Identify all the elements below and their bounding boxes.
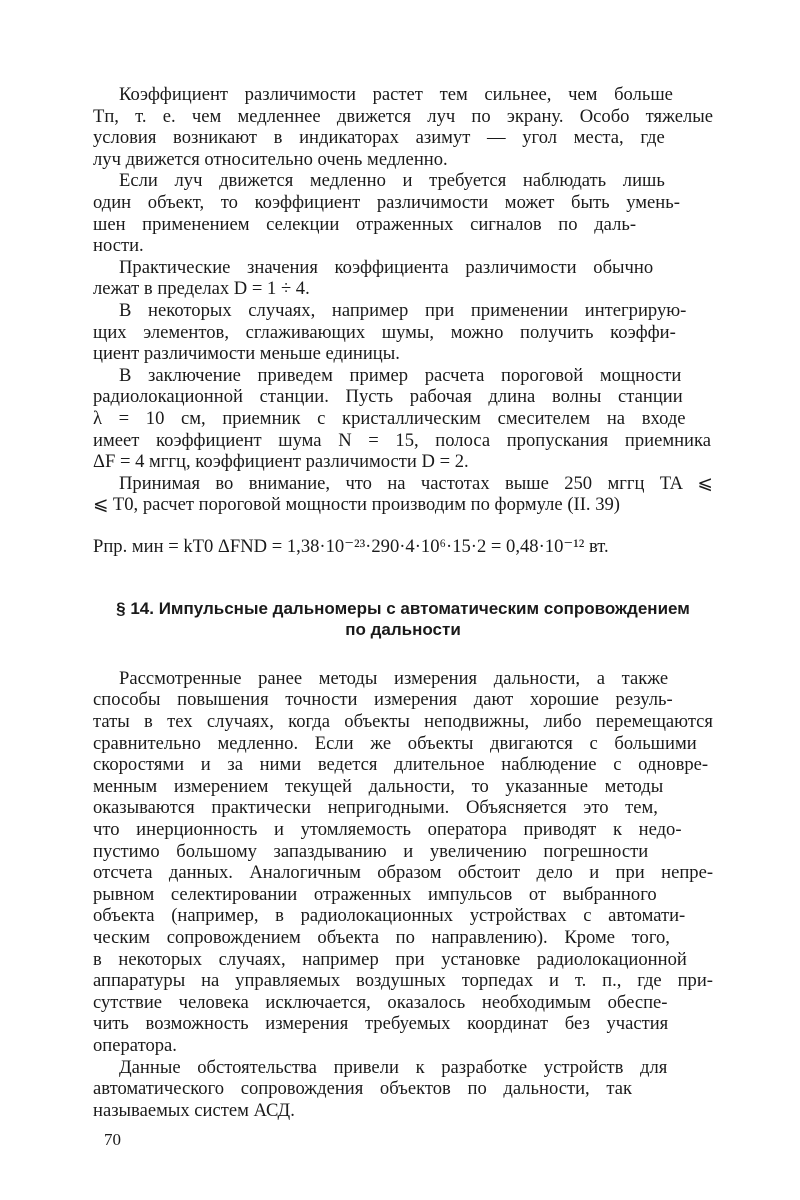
text-line bbox=[93, 451, 713, 473]
paragraph bbox=[93, 473, 713, 516]
text-line-content: один объект, то коэффициент различимости может быть умень- bbox=[93, 191, 680, 213]
text-line-content: ⩽ T0, расчет пороговой мощности производим по формуле (II. 39) bbox=[93, 494, 620, 516]
text-line-content: Рассмотренные ранее методы измерения дальности, а также bbox=[119, 667, 669, 689]
section-heading-line-2-text: по дальности bbox=[345, 619, 461, 639]
text-line bbox=[93, 776, 713, 798]
text-line-content: луч движется относительно очень медленно. bbox=[93, 148, 448, 170]
text-line bbox=[93, 235, 713, 257]
text-line-content: Tп, т. е. чем медленнее движется луч по экрану. Особо тяжелые bbox=[93, 105, 713, 127]
text-line-content: аппаратуры на управляемых воздушных торпедах и т. п., где при- bbox=[93, 970, 713, 992]
text-line bbox=[93, 949, 713, 971]
text-line-content: автоматического сопровождения объектов по дальности, так bbox=[93, 1078, 632, 1100]
paragraph bbox=[93, 84, 713, 170]
text-line bbox=[93, 127, 713, 149]
text-line-content: называемых систем АСД. bbox=[93, 1099, 295, 1121]
text-line bbox=[93, 1100, 713, 1122]
text-line-content: сутствие человека исключается, оказалось необходимым обеспе- bbox=[93, 991, 668, 1013]
text-line bbox=[93, 278, 713, 300]
text-line bbox=[93, 1013, 713, 1035]
text-top bbox=[93, 84, 713, 516]
text-line bbox=[93, 322, 713, 344]
text-line-content: λ = 10 см, приемник с кристаллическим смесителем на входе bbox=[93, 407, 686, 429]
text-line-content: Коэффициент различимости растет тем сильнее, чем больше bbox=[119, 84, 673, 105]
text-line bbox=[93, 733, 713, 755]
text-line bbox=[93, 754, 713, 776]
text-line bbox=[93, 494, 713, 516]
text-line-content: циент различимости меньше единицы. bbox=[93, 343, 400, 365]
text-line-content: ности. bbox=[93, 235, 144, 257]
text-line-content: оказываются практически непригодными. Объясняется это тем, bbox=[93, 797, 658, 819]
page-body bbox=[93, 0, 713, 1151]
text-line-content: пустимо большому запаздыванию и увеличению погрешности bbox=[93, 840, 649, 862]
text-line bbox=[93, 170, 713, 192]
text-line-content: менным измерением текущей дальности, то указанные методы bbox=[93, 775, 664, 797]
text-line bbox=[93, 214, 713, 236]
text-line-content: ΔF = 4 мггц, коэффициент различимости D = 2. bbox=[93, 451, 469, 473]
text-line bbox=[93, 473, 713, 495]
text-line bbox=[93, 1035, 713, 1057]
threshold-power-formula bbox=[93, 532, 713, 562]
text-line bbox=[93, 884, 713, 906]
text-line-content: В заключение приведем пример расчета пороговой мощности bbox=[119, 364, 682, 386]
text-line bbox=[93, 365, 713, 387]
text-line bbox=[93, 862, 713, 884]
text-line bbox=[93, 927, 713, 949]
text-line-content: объекта (например, в радиолокационных устройствах с автомати- bbox=[93, 905, 686, 927]
text-line bbox=[93, 343, 713, 365]
formula-text: Pпр. мин = kT0 ΔFND = 1,38·10⁻²³·290·4·10⁶·15·2 = 0,48·10⁻¹² вт. bbox=[93, 535, 609, 557]
text-line-content: сравнительно медленно. Если же объекты двигаются с большими bbox=[93, 732, 697, 754]
paragraph bbox=[93, 668, 713, 1057]
text-line bbox=[93, 106, 713, 128]
section-heading-line-2 bbox=[93, 619, 713, 640]
text-line-content: таты в тех случаях, когда объекты неподвижны, либо перемещаются bbox=[93, 711, 713, 733]
section-heading-line-1 bbox=[93, 598, 713, 619]
text-line bbox=[93, 84, 713, 106]
text-line-content: рывном селектировании отраженных импульсов от выбранного bbox=[93, 883, 657, 905]
text-line-content: шен применением селекции отраженных сигналов по даль- bbox=[93, 213, 637, 235]
text-line bbox=[93, 841, 713, 863]
text-line bbox=[93, 300, 713, 322]
text-line-content: имеет коэффициент шума N = 15, полоса пропускания приемника bbox=[93, 429, 712, 451]
text-line-content: способы повышения точности измерения дают хорошие резуль- bbox=[93, 689, 673, 711]
text-bottom bbox=[93, 668, 713, 1121]
text-line-content: отсчета данных. Аналогичным образом обстоит дело и при непре- bbox=[93, 862, 713, 884]
text-line bbox=[93, 430, 713, 452]
text-line-content: в некоторых случаях, например при установке радиолокационной bbox=[93, 948, 687, 970]
text-line bbox=[93, 797, 713, 819]
text-line-content: В некоторых случаях, например при применении интегрирую- bbox=[119, 299, 687, 321]
text-line bbox=[93, 668, 713, 690]
text-line bbox=[93, 689, 713, 711]
text-line-content: Практические значения коэффициента различимости обычно bbox=[119, 256, 654, 278]
paragraph bbox=[93, 365, 713, 473]
text-line bbox=[93, 386, 713, 408]
text-line-content: оператора. bbox=[93, 1034, 177, 1056]
paragraph bbox=[93, 1057, 713, 1122]
text-line bbox=[93, 192, 713, 214]
text-line-content: скоростями и за ними ведется длительное наблюдение с одновре- bbox=[93, 754, 709, 776]
paragraph bbox=[93, 257, 713, 300]
text-line-content: щих элементов, сглаживающих шумы, можно получить коэффи- bbox=[93, 321, 676, 343]
text-line-content: условия возникают в индикаторах азимут — угол места, где bbox=[93, 127, 665, 149]
text-line bbox=[93, 257, 713, 279]
text-line-content: Данные обстоятельства привели к разработке устройств для bbox=[119, 1056, 668, 1078]
text-line bbox=[93, 711, 713, 733]
text-line bbox=[93, 408, 713, 430]
paragraph bbox=[93, 300, 713, 365]
text-line bbox=[93, 1057, 713, 1079]
page-number: 70 bbox=[104, 1130, 121, 1150]
text-line-content: радиолокационной станции. Пусть рабочая длина волны станции bbox=[93, 386, 683, 408]
text-line-content: ческим сопровождением объекта по направлению). Кроме того, bbox=[93, 927, 670, 948]
text-line bbox=[93, 819, 713, 841]
text-line bbox=[93, 970, 713, 992]
text-line bbox=[93, 905, 713, 927]
text-line bbox=[93, 992, 713, 1014]
text-line-content: лежат в пределах D = 1 ÷ 4. bbox=[93, 278, 310, 300]
paragraph bbox=[93, 170, 713, 256]
text-line-content: чить возможность измерения требуемых координат без участия bbox=[93, 1013, 669, 1035]
text-line-content: что инерционность и утомляемость оператора приводят к недо- bbox=[93, 819, 682, 841]
text-line bbox=[93, 149, 713, 171]
text-line-content: Если луч движется медленно и требуется наблюдать лишь bbox=[119, 170, 665, 192]
text-line-content: Принимая во внимание, что на частотах выше 250 мггц TA ⩽ bbox=[119, 472, 713, 494]
section-heading-line-1-text: § 14. Импульсные дальномеры с автоматическим сопровождением bbox=[116, 598, 690, 618]
text-line bbox=[93, 1078, 713, 1100]
